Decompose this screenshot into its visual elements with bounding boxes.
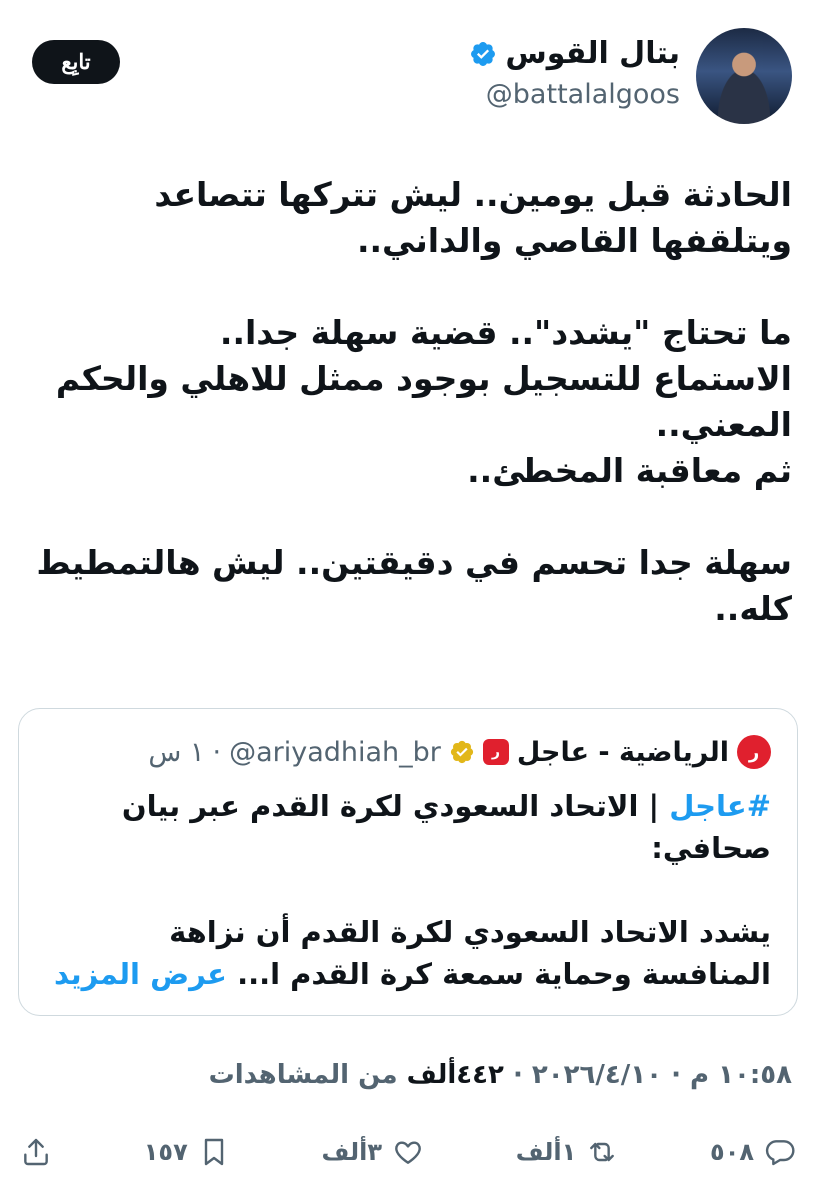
reply-button[interactable] [710, 1136, 796, 1168]
author-info[interactable] [469, 36, 680, 110]
quoted-body-line1 [45, 785, 771, 869]
bookmark-icon [198, 1136, 230, 1168]
tweet-header [24, 28, 792, 128]
quoted-author-handle[interactable]: @ariyadhiah_br [229, 736, 441, 768]
heart-icon [392, 1136, 424, 1168]
author-avatar[interactable] [696, 28, 792, 124]
verified-badge-icon [469, 40, 497, 68]
share-icon [20, 1136, 52, 1168]
tweet-meta [24, 1060, 792, 1090]
paragraph-spacer [45, 869, 771, 911]
views-count: ٤٤٢ألف [406, 1060, 504, 1090]
follow-button[interactable]: تابِع [32, 40, 120, 84]
repost-count: ١ألف [515, 1138, 577, 1166]
quoted-body-text: | الاتحاد السعودي لكرة القدم عبر بيان صحافي: [121, 789, 771, 865]
show-more-link[interactable]: عرض المزيد [54, 957, 227, 991]
hashtag-link[interactable]: #عاجل [669, 789, 771, 823]
reply-icon [764, 1136, 796, 1168]
reply-count: ٥٠٨ [710, 1138, 754, 1166]
quoted-author-name[interactable]: الرياضية - عاجل [516, 736, 729, 768]
repost-icon [586, 1136, 618, 1168]
bookmark-count: ١٥٧ [143, 1138, 188, 1166]
gold-verified-icon [449, 739, 475, 765]
tweet-time[interactable]: ١٠:٥٨ م [690, 1060, 792, 1090]
views-label: من المشاهدات [208, 1060, 398, 1090]
quoted-body-para2 [45, 911, 771, 995]
repost-button[interactable] [516, 1136, 618, 1168]
tweet-text: الحادثة قبل يومين.. ليش تتركها تتصاعد ويتلقفها القاصي والداني.. ما تحتاج "يشدد".. قضية سهلة جدا.. الاستماع للتسجيل بوجود ممثل للاهلي والحكم المعني.. ثم معاقبة المخطئ.. سهلة جدا تحسم في دقيقتين.. ليش هالتمطيط كله.. [36, 175, 792, 628]
meta-separator: · [671, 1060, 681, 1090]
quoted-body-text-2: يشدد الاتحاد السعودي لكرة القدم أن نزاهة المنافسة وحماية سمعة كرة القدم ا... [169, 915, 771, 991]
quoted-separator: · [212, 736, 222, 768]
share-button[interactable] [20, 1136, 52, 1168]
like-button[interactable] [322, 1136, 424, 1168]
meta-separator-2: · [512, 1060, 523, 1090]
quoted-timestamp[interactable]: ١ س [148, 736, 205, 768]
bookmark-button[interactable] [144, 1136, 230, 1168]
author-name[interactable]: بتال القوس [505, 36, 680, 71]
quoted-tweet[interactable] [18, 708, 798, 1016]
quoted-brand-badge-icon: ر [483, 739, 509, 765]
quoted-tweet-body [45, 785, 771, 995]
tweet-date[interactable]: ٢٠٢٦/٤/١٠ [531, 1060, 662, 1090]
quoted-author-avatar[interactable]: ر [737, 735, 771, 769]
like-count: ٣ألف [321, 1138, 382, 1166]
quoted-tweet-header [45, 735, 771, 769]
author-handle[interactable]: @battalalgoos [485, 79, 680, 110]
action-bar [20, 1130, 796, 1174]
